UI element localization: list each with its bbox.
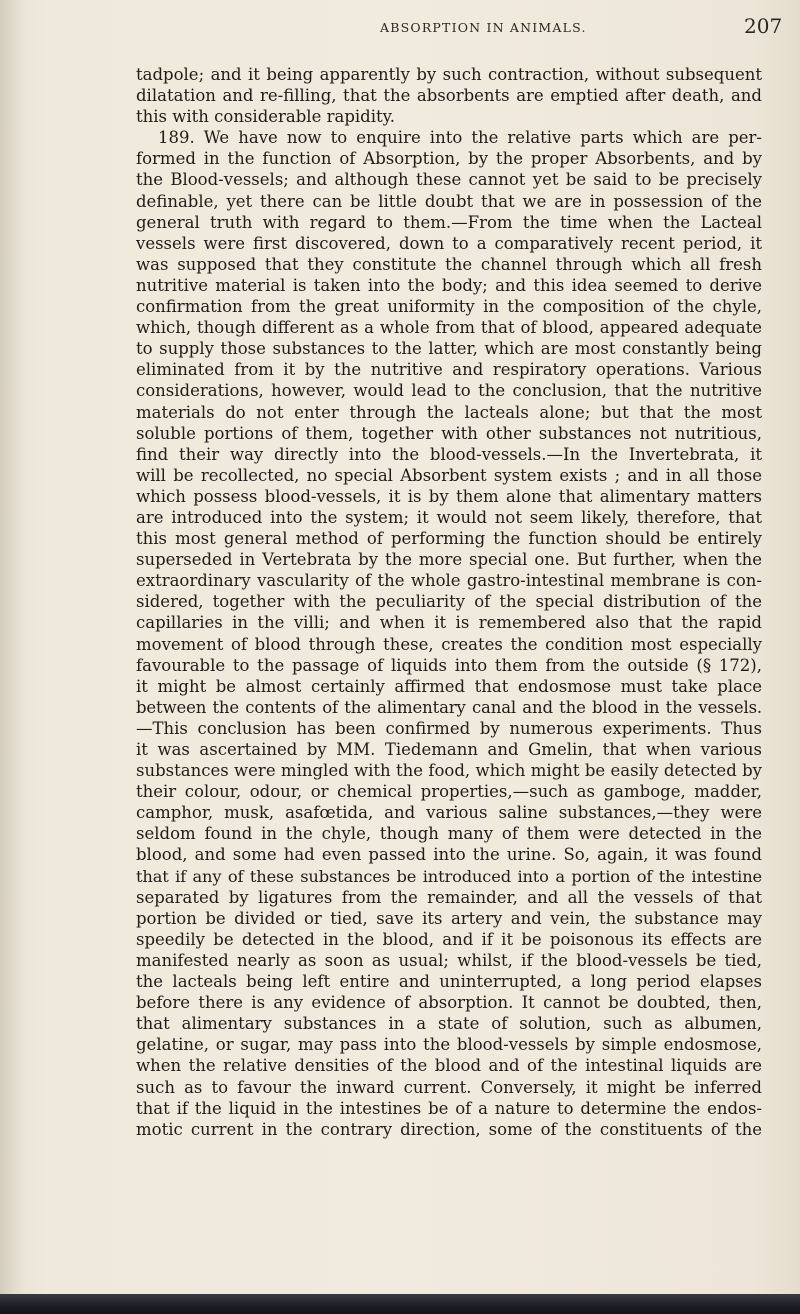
text-line: that if the liquid in the intestines be of a nature to determine the endos- [136, 1098, 762, 1118]
text-line: soluble portions of them, together with other substances not nutritious, [136, 423, 762, 443]
text-line: will be recollected, no special Absorbent system exists ; and in all those [136, 465, 762, 485]
text-line: the Blood-vessels; and although these cannot yet be said to be precisely [136, 170, 762, 190]
text-line: definable, yet there can be little doubt that we are in possession of the [136, 191, 762, 211]
text-line: speedily be detected in the blood, and if it be poisonous its effects are [136, 929, 762, 949]
text-line: between the contents of the alimentary canal and the blood in the vessels. [136, 697, 762, 717]
text-line: which, though different as a whole from that of blood, appeared adequate [136, 318, 762, 338]
text-line: which possess blood-vessels, it is by them alone that alimentary matters [136, 486, 762, 506]
text-line: such as to favour the inward current. Conversely, it might be inferred [136, 1077, 762, 1097]
scanner-edge-bar [0, 1294, 800, 1314]
text-line: that alimentary substances in a state of solution, such as albumen, [136, 1014, 762, 1034]
text-line: that if any of these substances be introduced into a portion of the intestine [136, 866, 762, 886]
body-text [136, 64, 762, 1140]
text-line: motic current in the contrary direction, some of the constituents of the [136, 1119, 762, 1139]
text-line: tadpole; and it being apparently by such contraction, without subsequent [136, 65, 762, 84]
page-header [0, 14, 800, 40]
text-line: it was ascertained by MM. Tiedemann and Gmelin, that when various [136, 740, 762, 759]
text-line: materials do not enter through the lacteals alone; but that the most [136, 402, 762, 422]
text-line: —This conclusion has been confirmed by numerous experiments. Thus [136, 718, 762, 738]
text-line: capillaries in the villi; and when it is remembered also that the rapid [136, 613, 762, 633]
text-line: separated by ligatures from the remainder, and all the vessels of that [136, 887, 762, 907]
text-line: when the relative densities of the blood and of the intestinal liquids are [136, 1056, 762, 1076]
text-line: camphor, musk, asafœtida, and various saline substances,—they were [136, 803, 762, 823]
text-line: superseded in Vertebrata by the more special one. But further, when the [136, 550, 762, 570]
page-number: 207 [744, 14, 783, 38]
text-line: eliminated from it by the nutritive and respiratory operations. Various [136, 360, 762, 380]
text-line: confirmation from the great uniformity in the composition of the chyle, [136, 297, 762, 317]
text-line: before there is any evidence of absorption. It cannot be doubted, then, [136, 993, 762, 1013]
text-line: movement of blood through these, creates the condition most especially [136, 634, 762, 654]
text-line: vessels were first discovered, down to a comparatively recent period, it [136, 233, 762, 253]
running-head: ABSORPTION IN ANIMALS. [380, 20, 587, 35]
text-line: extraordinary vascularity of the whole gastro-intestinal membrane is con- [136, 571, 762, 591]
text-line: portion be divided or tied, save its artery and vein, the substance may [136, 908, 762, 928]
text-line: the lacteals being left entire and uninterrupted, a long period elapses [136, 972, 762, 992]
text-line: sidered, together with the peculiarity of the special distribution of the [136, 592, 762, 612]
text-line: this with considerable rapidity. [136, 107, 396, 127]
text-line: formed in the function of Absorption, by the proper Absorbents, and by [136, 149, 762, 169]
text-line: to supply those substances to the latter, which are most constantly being [136, 339, 762, 359]
paragraph-start-line: 189. We have now to enquire into the relative parts which are per- [158, 128, 762, 148]
text-line: their colour, odour, or chemical properties,—such as gamboge, madder, [136, 782, 762, 802]
text-line: manifested nearly as soon as usual; whilst, if the blood-vessels be tied, [136, 950, 762, 970]
text-line: nutritive material is taken into the body; and this idea seemed to derive [136, 275, 762, 295]
text-line: favourable to the passage of liquids into them from the outside (§ 172), [136, 655, 762, 675]
text-line: general truth with regard to them.—From the time when the Lacteal [136, 212, 762, 232]
text-line: gelatine, or sugar, may pass into the blood-vessels by simple endosmose, [136, 1035, 762, 1055]
text-line: blood, and some had even passed into the urine. So, again, it was found [136, 845, 762, 865]
text-line: was supposed that they constitute the channel through which all fresh [136, 254, 762, 274]
text-line: seldom found in the chyle, though many of them were detected in the [136, 824, 762, 844]
page-gutter-shadow [0, 0, 24, 1294]
text-line: substances were mingled with the food, which might be easily detected by [136, 761, 762, 781]
text-line: it might be almost certainly affirmed that endosmose must take place [136, 676, 762, 696]
text-line: are introduced into the system; it would not seem likely, therefore, that [136, 507, 762, 527]
text-line: find their way directly into the blood-vessels.—In the Invertebrata, it [136, 444, 762, 464]
text-line: dilatation and re-filling, that the absorbents are emptied after death, and [136, 86, 762, 106]
text-line: considerations, however, would lead to the conclusion, that the nutritive [136, 381, 762, 401]
text-line: this most general method of performing the function should be entirely [136, 529, 762, 549]
